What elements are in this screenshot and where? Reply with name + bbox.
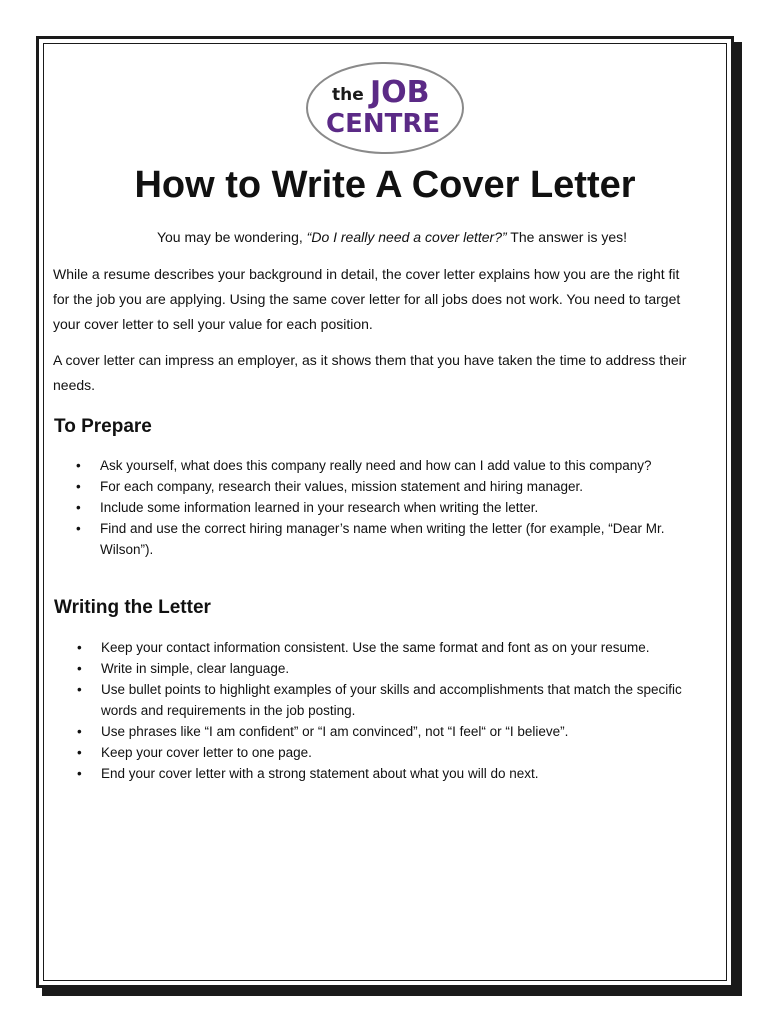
list-item	[0, 742, 700, 763]
list-item	[0, 497, 700, 518]
bullet-glyph: •	[77, 724, 82, 739]
logo-text-job: JOB	[370, 75, 430, 110]
prepare-list	[0, 455, 700, 560]
intro-tail: The answer is yes!	[506, 229, 628, 245]
bullet-glyph: •	[76, 479, 81, 494]
heading-to-prepare: To Prepare	[54, 416, 152, 437]
list-item	[0, 455, 700, 476]
list-item-text: For each company, research their values, mission statement and hiring manager.	[100, 479, 583, 494]
list-item	[0, 679, 700, 721]
intro-line	[0, 228, 770, 246]
bullet-glyph: •	[76, 458, 81, 473]
bullet-glyph: •	[77, 766, 82, 781]
intro-quote: “Do I really need a cover letter?”	[306, 229, 507, 245]
heading-writing-the-letter: Writing the Letter	[54, 597, 211, 618]
list-item-text: Keep your contact information consistent. Use the same format and font as on your resume.	[101, 640, 650, 655]
list-item	[0, 721, 700, 742]
job-centre-logo	[304, 60, 466, 156]
list-item-text: Write in simple, clear language.	[101, 661, 290, 676]
list-item	[0, 476, 700, 497]
paragraph-impress: A cover letter can impress an employer, as it shows them that you have taken the time to address their needs.	[53, 352, 687, 393]
bullet-glyph: •	[76, 521, 81, 536]
list-item	[0, 658, 700, 679]
writing-list	[0, 637, 700, 784]
list-item	[0, 763, 700, 784]
list-item-text: Ask yourself, what does this company really need and how can I add value to this company?	[100, 458, 652, 473]
bullet-glyph: •	[77, 661, 82, 676]
page-title: How to Write A Cover Letter	[134, 164, 636, 206]
bullet-glyph: •	[77, 745, 82, 760]
logo-text-centre: CENTRE	[326, 109, 441, 139]
bullet-glyph: •	[76, 500, 81, 515]
paragraph-resume: While a resume describes your background in detail, the cover letter explains how you are the right fit for the job you are applying. Using the same cover letter for all jobs does not work. You need to target your cover letter to sell your value for each position.	[53, 266, 681, 332]
logo-text-the: the	[332, 85, 364, 105]
list-item-text: Find and use the correct hiring manager’s name when writing the letter (for example, “Dear Mr. Wilson”).	[100, 521, 665, 557]
list-item-text: Keep your cover letter to one page.	[101, 745, 312, 760]
list-item-text: End your cover letter with a strong statement about what you will do next.	[101, 766, 539, 781]
bullet-glyph: •	[77, 640, 82, 655]
list-item	[0, 637, 700, 658]
list-item-text: Use phrases like “I am confident” or “I am convinced”, not “I feel“ or “I believe”.	[101, 724, 569, 739]
bullet-glyph: •	[77, 682, 82, 697]
intro-lead: You may be wondering,	[156, 229, 307, 245]
list-item-text: Use bullet points to highlight examples of your skills and accomplishments that match the specific words and requirements in the job posting.	[101, 682, 682, 718]
list-item	[0, 518, 700, 560]
list-item-text: Include some information learned in your research when writing the letter.	[100, 500, 539, 515]
